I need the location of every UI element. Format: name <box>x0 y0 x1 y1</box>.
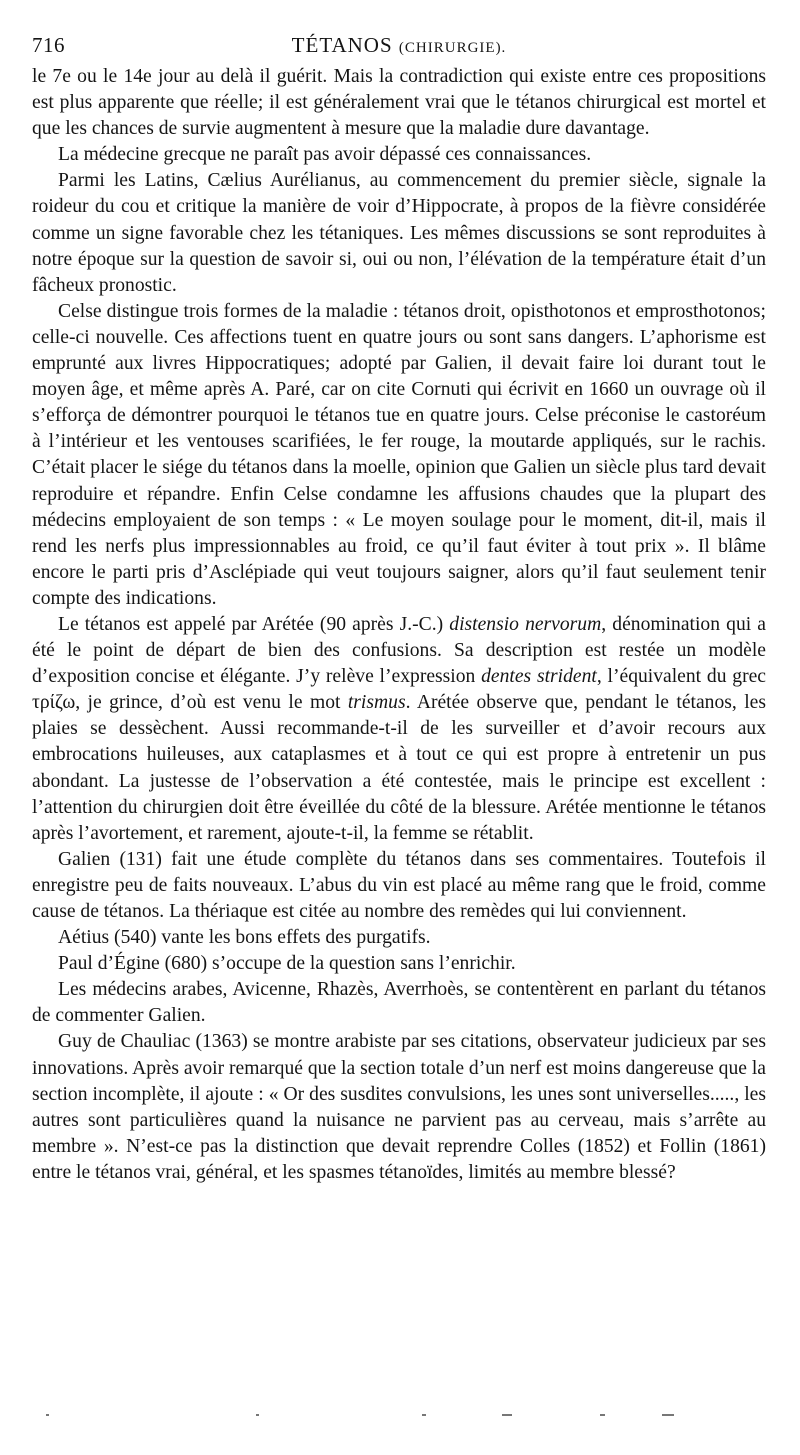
text-run: Guy de Chauliac (1363) se montre arabiste par ses citations, observateur judicieux par ses innovations. Après avoir remarqué que la section totale d’un nerf est moins dangereuse que la section incomplète, il ajoute : « Or des susdites convulsions, les unes sont universelles....., les autres sont particulières quand la nuisance ne parvient pas au cerveau, mais s’arrête au membre ». N’est-ce pas la distinction que devait reprendre Colles (1852) et Follin (1861) entre le tétanos vrai, général, et les spasmes tétanoïdes, limités au membre blessé? <box>32 1031 766 1183</box>
text-run: Le tétanos est appelé par Arétée (90 après J.-C.) <box>58 613 450 635</box>
text-run: Celse distingue trois formes de la maladie : tétanos droit, opisthotonos et emprosthotonos; celle-ci nouvelle. Ces affections tuent en quatre jours ou sont sans dangers. L’aphorisme est emprunté aux livres Hippocratiques; adopté par Galien, il devait faire loi durant tout le moyen âge, et même après A. Paré, car on cite Cornuti qui écrivit en 1660 un ouvrage où il s’efforça de démontrer pourquoi le tétanos tue en quatre jours. Celse préconise le castoréum à l’intérieur et les ventouses scarifiées, le fer rouge, la moutarde appliqués, sur le rachis. C’était placer le siége du tétanos dans la moelle, opinion que Galien un siècle plus tard devait reproduire et répandre. Enfin Celse condamne les affusions chaudes que la plupart des médecins employaient de son temps : « Le moyen soulage pour le moment, dit-il, mais il rend les nerfs plus impressionnables au froid, ce qu’il faut éviter à tout prix ». Il blâme encore le parti pris d’Asclépiade qui veut toujours saigner, alors qu’il faut seulement tenir compte des indications. <box>32 300 766 609</box>
paragraph <box>32 64 766 142</box>
text-run: Paul d’Égine (680) s’occupe de la question sans l’enrichir. <box>58 953 516 975</box>
italic-term: trismus <box>347 692 406 714</box>
text-run: , l’équivalent du grec τρίζω, je grince, d’où est venu le mot <box>32 666 766 714</box>
running-header <box>32 30 766 60</box>
page <box>32 30 766 1186</box>
speckle <box>502 1414 512 1416</box>
running-title <box>32 30 766 63</box>
speckle <box>662 1414 674 1416</box>
paragraph <box>32 168 766 298</box>
page-number: 716 <box>32 33 65 57</box>
speckle <box>600 1414 605 1416</box>
text-run: . Arétée observe que, pendant le tétanos, les plaies se dessèchent. Aussi recommande-t-il de les surveiller et d’avoir recours aux embrocations huileuses, aux cataplasmes et à tout ce qui est propre à entretenir un pus abondant. La justesse de l’observation a été contestée, mais le principe est excellent : l’attention du chirurgien doit être éveillée du côté de la blessure. Arétée mentionne le tétanos après l’avortement, et rarement, ajoute-t-il, la femme se rétablit. <box>32 692 766 844</box>
body-text <box>32 64 766 1186</box>
text-run: Aétius (540) vante les bons effets des purgatifs. <box>58 927 431 949</box>
speckle <box>46 1414 49 1416</box>
speckle <box>256 1414 259 1416</box>
text-run: , dénomination qui a été le point de départ de bien des confusions. Sa description est restée un modèle d’exposition concise et élégante. J’y relève l’expression <box>32 613 766 688</box>
text-run: La médecine grecque ne paraît pas avoir dépassé ces connaissances. <box>58 144 592 166</box>
speckle <box>422 1414 426 1416</box>
italic-term: dentes strident <box>481 666 597 688</box>
page-bottom-speckles <box>32 1414 766 1424</box>
running-title-main: TÉTANOS <box>291 33 393 57</box>
paragraph <box>32 977 766 1029</box>
text-run: Les médecins arabes, Avicenne, Rhazès, Averrhoès, se contentèrent en parlant du tétanos de commenter Galien. <box>32 979 766 1027</box>
paragraph <box>32 925 766 951</box>
running-title-subtitle: (CHIRURGIE). <box>398 40 507 56</box>
text-run: le 7e ou le 14e jour au delà il guérit. Mais la contradiction qui existe entre ces propositions est plus apparente que réelle; il est généralement vrai que le tétanos chirurgical est mortel et que les chances de survie augmentent à mesure que la maladie dure davantage. <box>32 66 766 140</box>
paragraph <box>32 951 766 977</box>
text-run: Galien (131) fait une étude complète du tétanos dans ses commentaires. Toutefois il enregistre peu de faits nouveaux. L’abus du vin est placé au même rang que le froid, comme cause de tétanos. La thériaque est citée au nombre des remèdes qui lui conviennent. <box>32 848 766 922</box>
paragraph <box>32 847 766 925</box>
paragraph <box>32 612 766 847</box>
italic-term: distensio nervorum <box>449 613 602 635</box>
paragraph <box>32 299 766 612</box>
text-run: Parmi les Latins, Cælius Aurélianus, au commencement du premier siècle, signale la roideur du cou et critique la manière de voir d’Hippocrate, à propos de la fièvre considérée comme un signe favorable chez les tétaniques. Les mêmes discussions se sont reproduites à notre époque sur la question de savoir si, oui ou non, l’élévation de la température était d’un fâcheux pronostic. <box>32 170 766 296</box>
paragraph <box>32 1029 766 1186</box>
paragraph <box>32 142 766 168</box>
